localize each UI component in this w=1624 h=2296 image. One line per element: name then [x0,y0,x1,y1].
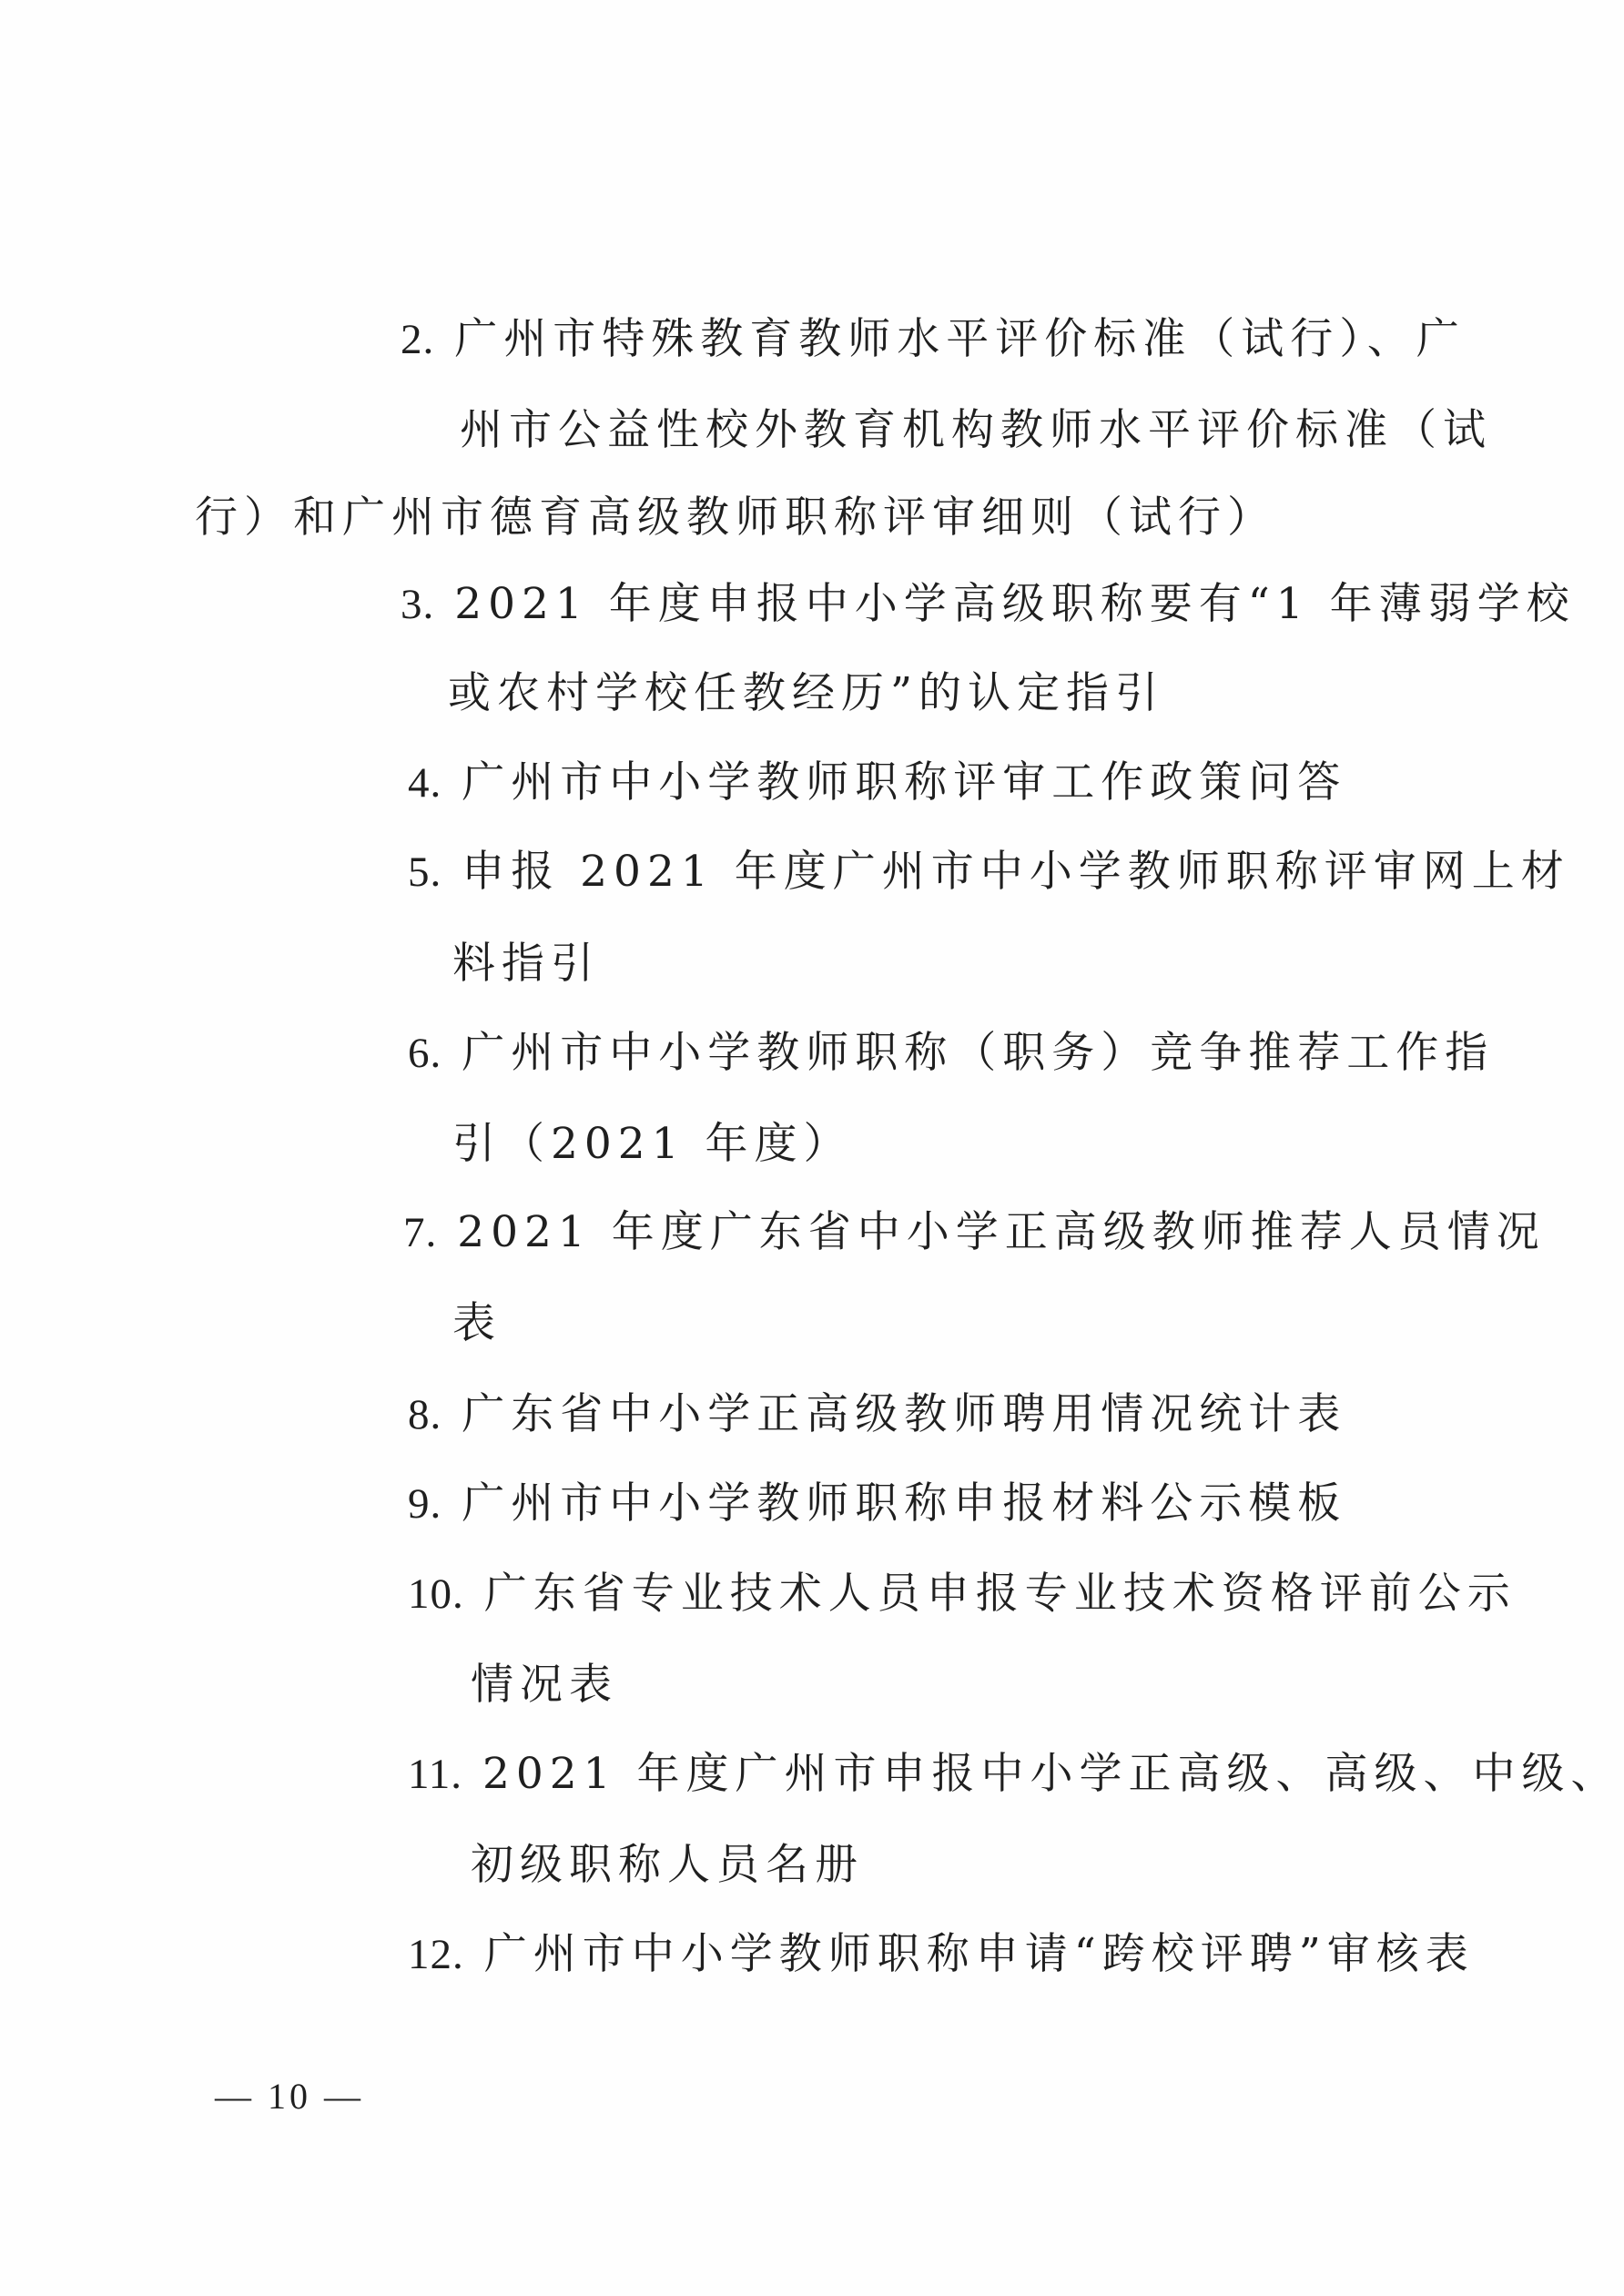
attachment-number: 3. [401,581,435,628]
attachment-text-line: 行）和广州市德育高级教师职称评审细则（试行） [195,493,1276,543]
attachment-text-line: 广东省专业技术人员申报专业技术资格评前公示 [483,1569,1517,1619]
attachment-item-5 [408,847,1570,897]
attachment-number: 12. [408,1931,464,1978]
attachment-text-line: 广州市特殊教育教师水平评价标准（试行）、广 [454,314,1466,364]
attachment-text-line: 广东省中小学正高级教师聘用情况统计表 [462,1389,1347,1439]
attachment-text-line: 料指引 [452,939,600,989]
attachment-text-line: 初级职称人员名册 [471,1840,864,1890]
attachment-text-line: 州市公益性校外教育机构教师水平评价标准（试 [460,405,1492,455]
attachment-item-9 [408,1478,1347,1529]
attachment-text-line: 2021 年度广州市申报中小学正高级、高级、中级、 [482,1749,1620,1799]
attachment-item-3 [401,579,1576,629]
attachment-item-11 [408,1749,1620,1799]
attachment-text-line: 申报 2021 年度广州市中小学教师职称评审网上材 [462,847,1570,897]
attachment-text-line: 2021 年度申报中小学高级职称要有“1 年薄弱学校 [454,579,1576,629]
attachment-number: 11. [408,1751,463,1798]
attachment-number: 9. [408,1480,442,1528]
attachment-item-7 [403,1207,1546,1257]
attachment-item-12 [408,1929,1475,1979]
attachment-item-8 [408,1389,1347,1439]
attachment-number: 8. [408,1391,442,1438]
attachment-text-line: 引（2021 年度） [452,1119,853,1169]
page-number: — 10 — [215,2076,364,2117]
attachment-item-6 [408,1028,1495,1078]
attachment-item-4 [408,757,1347,808]
attachment-item-2 [401,314,1466,364]
attachment-text-line: 2021 年度广东省中小学正高级教师推荐人员情况 [457,1207,1546,1257]
attachment-text-line: 广州市中小学教师职称（职务）竞争推荐工作指 [462,1028,1495,1078]
attachment-number: 7. [403,1209,438,1256]
attachment-text-line: 广州市中小学教师职称申报材料公示模板 [462,1478,1347,1529]
attachment-item-10 [408,1569,1517,1619]
attachment-number: 6. [408,1030,442,1077]
attachment-text-line: 表 [452,1298,502,1348]
attachment-number: 5. [408,848,442,896]
attachment-number: 10. [408,1570,464,1618]
attachment-number: 2. [401,316,435,363]
attachment-text-line: 广州市中小学教师职称评审工作政策问答 [462,757,1347,808]
attachment-text-line: 情况表 [471,1660,618,1710]
attachment-number: 4. [408,759,442,807]
attachment-text-line: 广州市中小学教师职称申请“跨校评聘”审核表 [483,1929,1475,1979]
attachment-text-line: 或农村学校任教经历”的认定指引 [448,668,1165,718]
